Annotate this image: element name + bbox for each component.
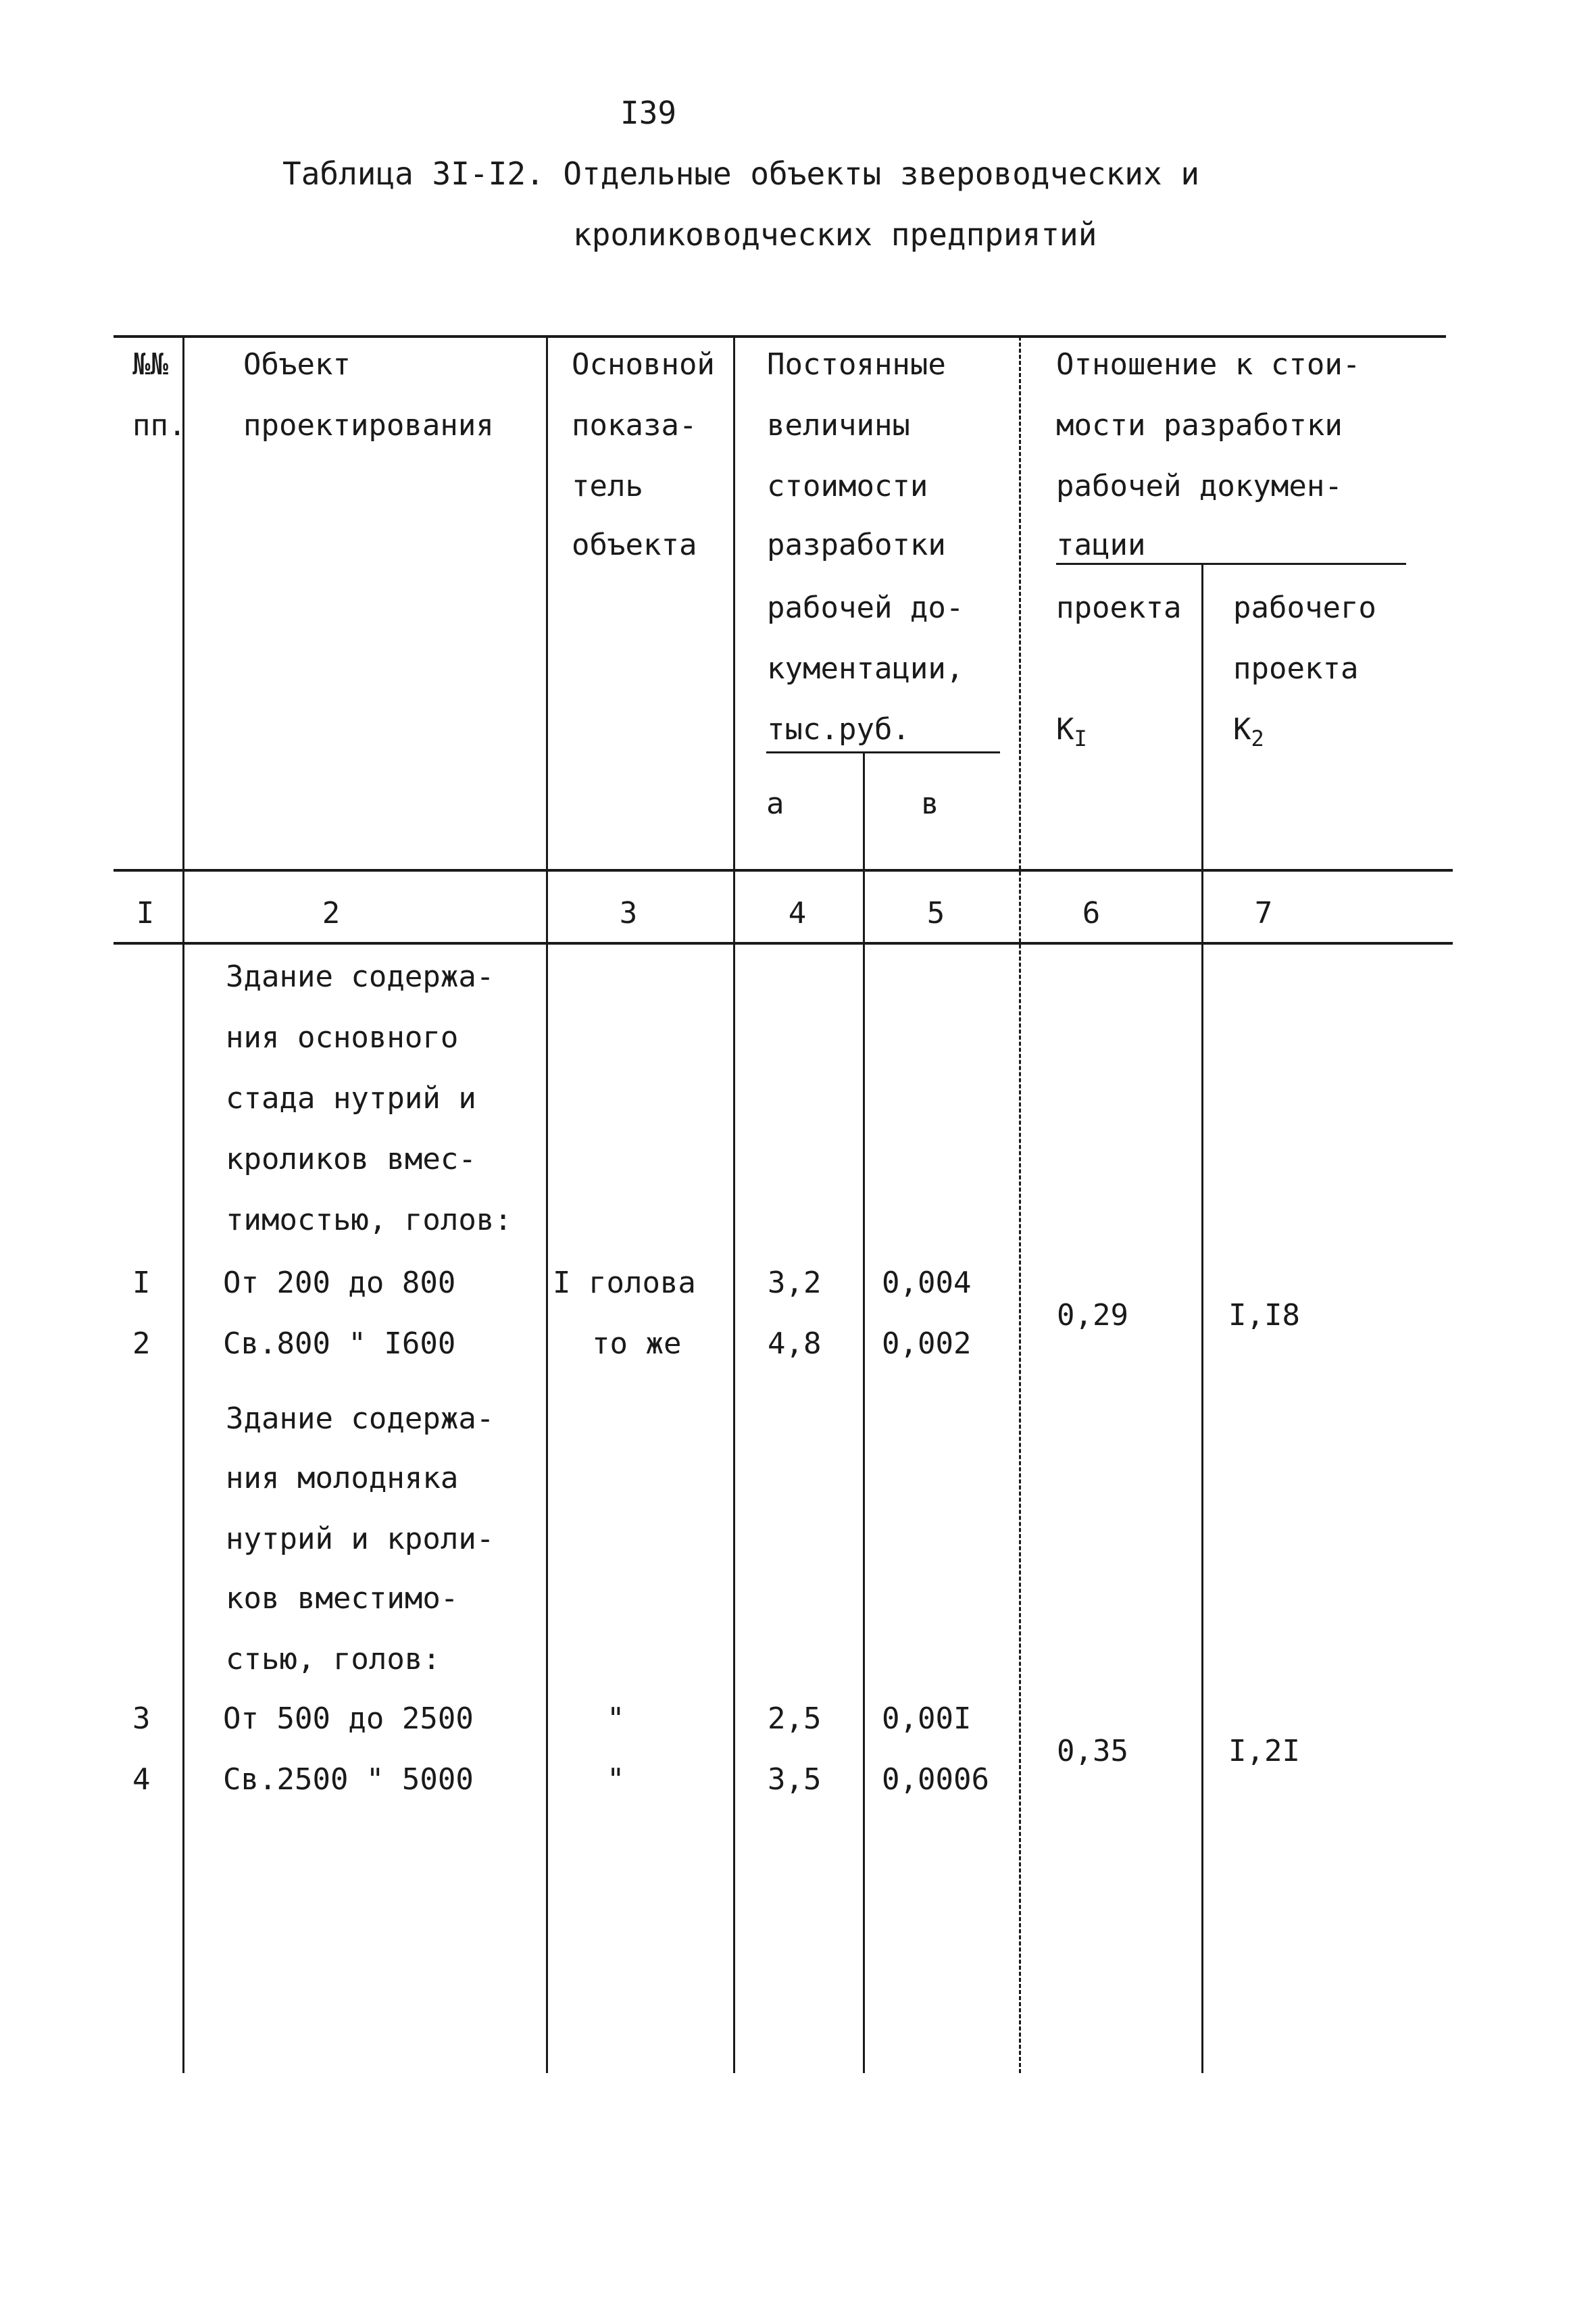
indicator: "	[607, 1762, 625, 1797]
group-heading-line: тимостью, голов:	[226, 1203, 512, 1237]
value-a: 3,5	[768, 1762, 822, 1797]
row-number: I	[132, 1266, 151, 1300]
k2-symbol: $K_2$	[1233, 712, 1264, 751]
group-heading-line: стью, голов:	[226, 1642, 441, 1676]
value-b: 0,002	[882, 1326, 972, 1361]
k2-value: I,2I	[1228, 1734, 1300, 1768]
table-title-line2: кролиководческих предприятий	[573, 216, 1097, 253]
k2-value: I,I8	[1228, 1298, 1300, 1333]
group-heading-line: нутрий и кроли-	[226, 1522, 495, 1556]
object-name: От 200 до 800	[223, 1266, 456, 1300]
subheader-b: в	[921, 787, 939, 821]
group-heading-line: Здание содержа-	[226, 1401, 495, 1436]
row-number: 2	[132, 1326, 151, 1361]
ratio-subheader-rule	[1056, 563, 1406, 565]
object-name: От 500 до 2500	[223, 1701, 474, 1736]
value-a: 4,8	[768, 1326, 822, 1361]
subheader-a: а	[766, 787, 784, 821]
top-rule	[114, 335, 1446, 338]
col-divider-4	[863, 753, 865, 2073]
k1-value: 0,35	[1057, 1734, 1128, 1768]
col-divider-3	[733, 337, 735, 2073]
indicator: I голова	[553, 1266, 696, 1300]
col-divider-6	[1201, 564, 1203, 2073]
group-heading-line: ния молодняка	[226, 1461, 459, 1495]
value-b: 0,00I	[882, 1701, 972, 1736]
group-heading-line: ния основного	[226, 1020, 459, 1055]
value-b: 0,0006	[882, 1762, 989, 1797]
group-heading-line: кроликов вмес-	[226, 1142, 476, 1176]
colnum-bottom-rule	[114, 942, 1453, 945]
indicator: то же	[592, 1326, 682, 1361]
object-name: Св.2500 " 5000	[223, 1762, 474, 1797]
value-b: 0,004	[882, 1266, 972, 1300]
header-bottom-rule	[114, 869, 1453, 872]
value-a: 3,2	[768, 1266, 822, 1300]
k1-symbol: $K_I$	[1056, 712, 1087, 751]
object-name: Св.800 " I600	[223, 1326, 456, 1361]
indicator: "	[607, 1701, 625, 1736]
value-a: 2,5	[768, 1701, 822, 1736]
col-divider-1	[182, 337, 184, 2073]
page-number: I39	[620, 95, 677, 131]
group-heading-line: ков вместимо-	[226, 1581, 459, 1616]
cost-subheader-rule	[766, 751, 1000, 753]
k1-value: 0,29	[1057, 1298, 1128, 1333]
row-number: 4	[132, 1762, 151, 1797]
table-title-line1: Таблица 3I-I2. Отдельные объекты звероводческих и	[282, 155, 1200, 192]
col-divider-5	[1019, 337, 1021, 2073]
group-heading-line: стада нутрий и	[226, 1081, 476, 1116]
group-heading-line: Здание содержа-	[226, 960, 495, 994]
col-divider-2	[546, 337, 548, 2073]
row-number: 3	[132, 1701, 151, 1736]
